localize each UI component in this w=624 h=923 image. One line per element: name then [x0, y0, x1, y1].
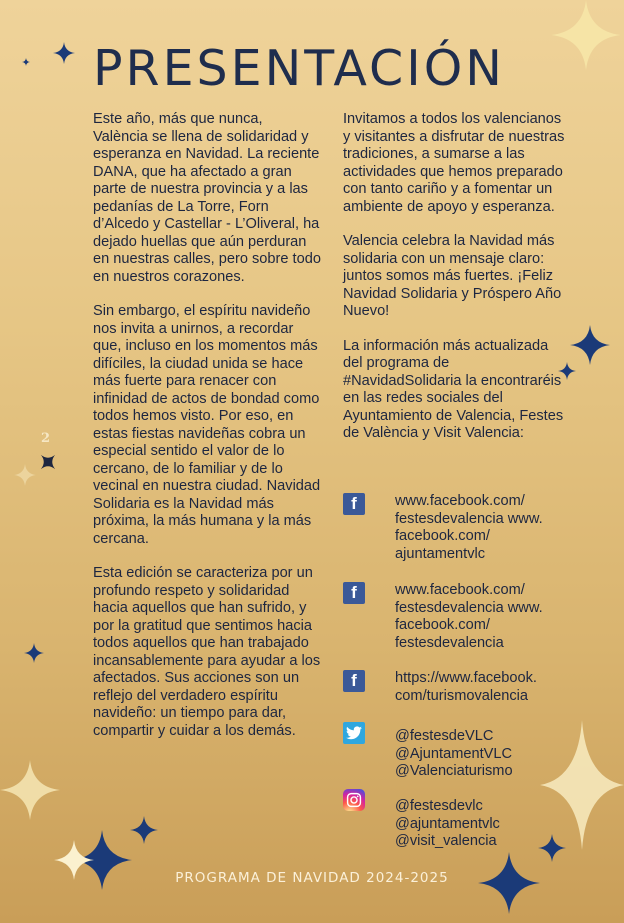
- twitter-icon[interactable]: [343, 722, 365, 744]
- star-left-x-icon: [38, 452, 58, 472]
- left-column: [93, 111, 321, 757]
- paragraph: La información más actualizada del programa de #NavidadSolidaria la encontraréis en las redes sociales del Ayuntamiento de Valencia, Festes de València y Visit Valencia:: [343, 337, 564, 441]
- paragraph: Esta edición se caracteriza por un profundo respeto y solidaridad hacia aquellos que han sufrido, y por la gratitud que sentimos hacia todos aquellos que han trabajado incansablemente para ayudar a los afectados. Sus acciones son un reflejo del verdadero espíritu navideño: un tiempo para dar, compartir y cuidar a los demás.: [93, 565, 321, 739]
- social-link[interactable]: www.facebook.com/ festesdevalencia www. facebook.com/ ajuntamentvlc: [395, 493, 543, 562]
- star-top-left-icon: [53, 42, 75, 64]
- star-left-glow-icon: [14, 464, 36, 486]
- star-left-mid-icon: [24, 643, 44, 663]
- footer-program-title: PROGRAMA DE NAVIDAD 2024-2025: [175, 870, 449, 886]
- facebook-icon[interactable]: f: [343, 582, 365, 604]
- social-link[interactable]: www.facebook.com/ festesdevalencia www. facebook.com/ festesdevalencia: [395, 582, 543, 651]
- paragraph: Sin embargo, el espíritu navideño nos invita a unirnos, a recordar que, incluso en los momentos más difíciles, la ciudad unida se hace más fuerte para renacer con infinidad de actos de bondad como todos hemos visto. Por eso, en estas fiestas navideñas cobra un especial sentido el valor de lo cercano, de lo familiar y de lo vecinal en nuestra ciudad. Navidad Solidaria es la Navidad más próxima, la más humana y la más cercana.: [93, 303, 321, 547]
- social-link[interactable]: @festesdevlc @ajuntamentvlc @visit_valencia: [395, 798, 500, 849]
- star-right-large-icon: [570, 325, 610, 365]
- facebook-icon[interactable]: f: [343, 493, 365, 515]
- social-link[interactable]: @festesdeVLC @AjuntamentVLC @Valenciaturismo: [395, 728, 513, 779]
- page-title: PRESENTACIÓN: [93, 40, 505, 97]
- page-number: 2: [41, 431, 51, 446]
- star-tiny-left-icon: [22, 58, 30, 66]
- right-column: [343, 111, 568, 460]
- star-glow-top-right-icon: [548, 0, 624, 70]
- paragraph: Valencia celebra la Navidad más solidaria con un mensaje claro: juntos somos más fuertes. ¡Feliz Navidad Solidaria y Próspero Año Nuevo!: [343, 233, 562, 319]
- social-link[interactable]: https://www.facebook. com/turismovalencia: [395, 670, 537, 704]
- paragraph: Invitamos a todos los valencianos y visitantes a disfrutar de nuestras tradiciones, a sumarse a las actividades que hemos preparado con tanto cariño y a fomentar un ambiente de apoyo y esperanza.: [343, 111, 565, 215]
- star-bottom-left-glow-icon: [0, 760, 60, 820]
- facebook-icon[interactable]: f: [343, 670, 365, 692]
- star-bottom-left-blue-icon: [130, 816, 158, 844]
- paragraph: Este año, más que nunca, València se llena de solidaridad y esperanza en Navidad. La reciente DANA, que ha afectado a gran parte de nuestra provincia y a las pedanías de La Torre, Forn d’Alcedo y Castellar - L’Oliveral, ha dejado huellas que aún perduran en nuestras calles, pero sobre todo en nuestros corazones.: [93, 111, 321, 285]
- instagram-icon[interactable]: [343, 789, 365, 811]
